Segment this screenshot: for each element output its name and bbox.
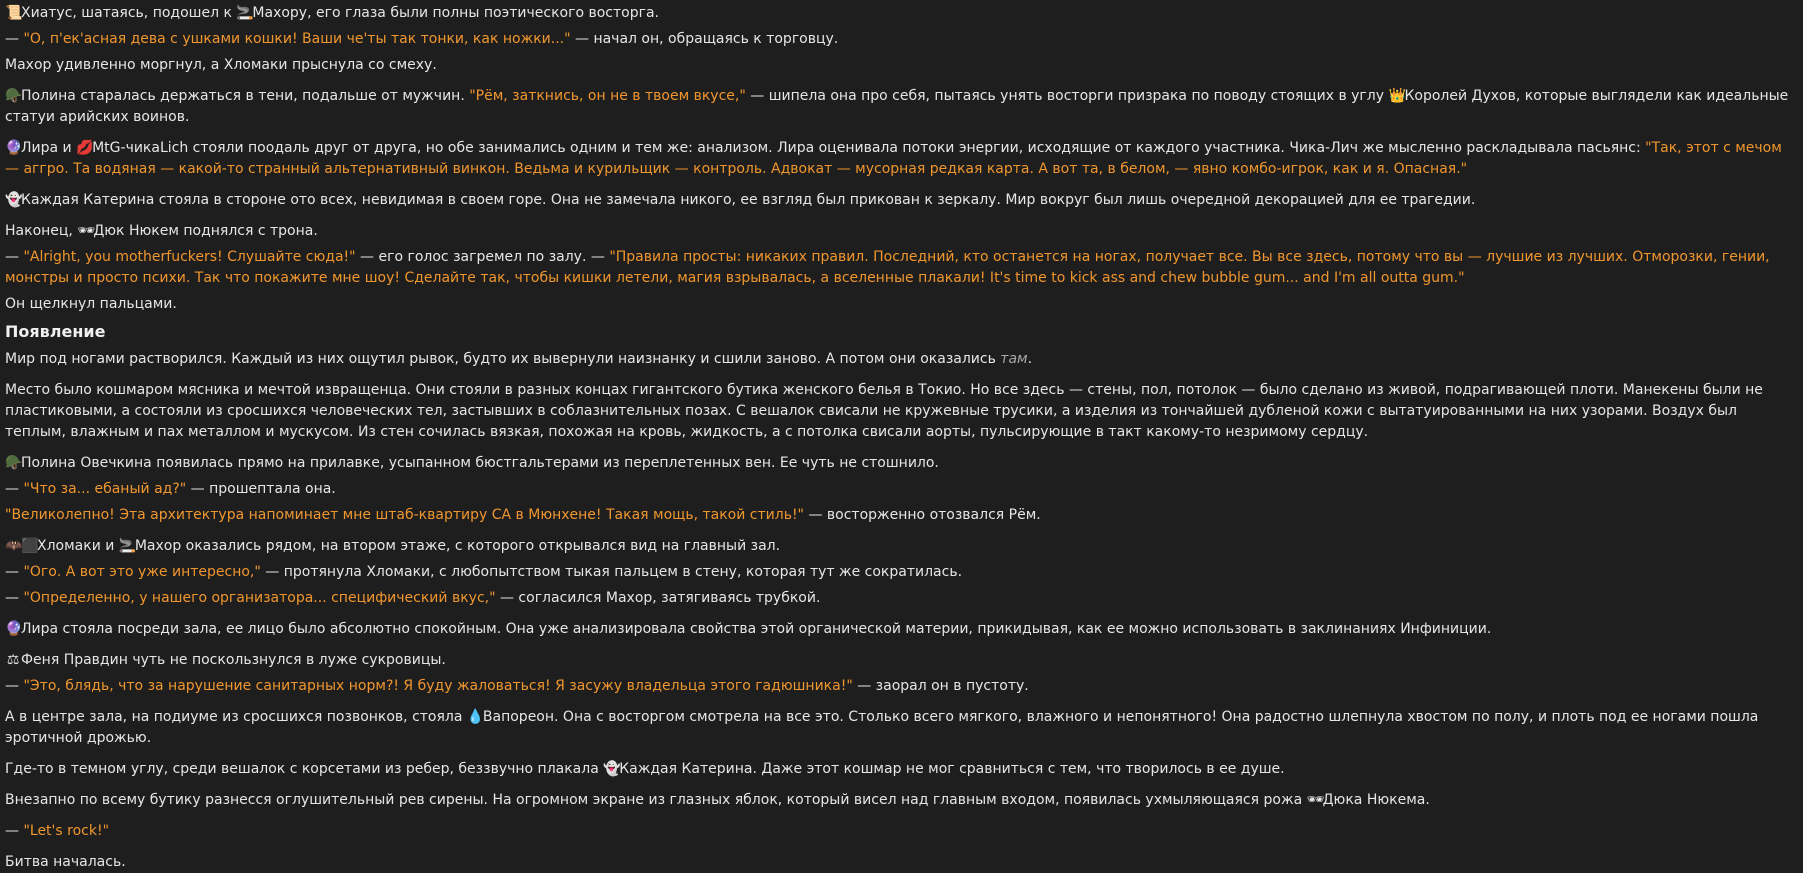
text: Хломаки и bbox=[37, 538, 119, 554]
text: Махору, его глаза были полны поэтического восторга. bbox=[252, 5, 659, 21]
dialogue-line bbox=[5, 29, 1798, 50]
text: — прошептала она. bbox=[186, 481, 336, 497]
ghost-icon: 👻 bbox=[603, 761, 621, 777]
dialogue-line bbox=[5, 247, 1798, 289]
lips-icon: 💋 bbox=[76, 140, 94, 156]
paragraph bbox=[5, 790, 1798, 811]
text: — протянула Хломаки, с любопытством тыкая пальцем в стену, которая тут же сократилась. bbox=[260, 564, 963, 580]
paragraph: Место было кошмаром мясника и мечтой извращенца. Они стояли в разных концах гигантского бутика женского белья в Токио. Но все здесь — стены, пол, потолок — было сделано из живой, подрагивающей плоти. Манекены были не пластиковыми, а состояли из сросшихся человеческих тел, застывших в соблазнительных позах. С вешалок свисали не кружевные трусики, а изделия из тончайшей дубленой кожи с вытатуированными на них узорами. Воздух был теплым, влажным и пах металлом и мускусом. Из стен сочилась вязкая, похожая на кровь, жидкость, а с потолка свисали аорты, пульсирующие в такт какому-то незримому сердцу. bbox=[5, 382, 1763, 440]
pipe-icon: 🚬 bbox=[236, 5, 254, 21]
pipe-icon: 🚬 bbox=[118, 538, 137, 554]
dash: — bbox=[5, 249, 24, 265]
helmet-icon: 🪖 bbox=[5, 88, 23, 104]
quote: "Это, блядь, что за нарушение санитарных норм?! Я буду жаловаться! Я засужу владельца этого гадюшника!" bbox=[23, 678, 853, 694]
paragraph bbox=[5, 536, 1798, 557]
dialogue-line bbox=[5, 562, 1798, 583]
text: . bbox=[1027, 351, 1033, 367]
glasses-icon: 🕶 bbox=[77, 223, 96, 239]
text: — восторженно отозвался Рём. bbox=[804, 507, 1041, 523]
text: Лира и bbox=[21, 140, 77, 156]
paragraph bbox=[5, 707, 1798, 749]
text: Мир под ногами растворился. Каждый из них ощутил рывок, будто их вывернули наизнанку и сшили заново. А потом они оказались bbox=[5, 351, 1001, 367]
text: Где-то в темном углу, среди вешалок с корсетами из ребер, беззвучно плакала bbox=[5, 761, 604, 777]
orb-icon: 🔮 bbox=[5, 621, 23, 637]
text: Полина Овечкина появилась прямо на прилавке, усыпанном бюстгальтерами из переплетенных вен. Ее чуть не стошнило. bbox=[21, 455, 939, 471]
dialogue-line bbox=[5, 676, 1798, 697]
text: Королей Духов, которые выглядели как идеальные статуи арийских воинов. bbox=[5, 88, 1789, 125]
paragraph: Махор удивленно моргнул, а Хломаки прыснула со смеху. bbox=[5, 57, 437, 73]
text: — заорал он в пустоту. bbox=[852, 678, 1029, 694]
quote: "Let's rock!" bbox=[23, 823, 110, 839]
quote: "Определенно, у нашего организатора... специфический вкус," bbox=[23, 590, 496, 606]
square-icon: ⬛ bbox=[21, 538, 39, 554]
quote: "Так, этот с мечом — аггро. Та водяная — какой-то странный альтернативный винкон. Ведьма и курильщик — контроль. Адвокат — мусорная редкая карта. А вот та, в белом, — явно комбо-игрок, как и я. Опасная." bbox=[5, 140, 1782, 177]
text: — его голос загремел по залу. — bbox=[355, 249, 610, 265]
text: Наконец, bbox=[5, 223, 78, 239]
text: Каждая Катерина стояла в стороне ото всех, невидимая в своем горе. Она не замечала никого, ее взгляд был прикован к зеркалу. Мир вокруг был лишь очередной декорацией для ее трагедии. bbox=[21, 192, 1476, 208]
ghost-icon: 👻 bbox=[5, 192, 23, 208]
dialogue-line bbox=[5, 505, 1798, 526]
text: Полина старалась держаться в тени, подальше от мужчин. bbox=[21, 88, 470, 104]
quote: "Рём, заткнись, он не в твоем вкусе," bbox=[469, 88, 746, 104]
text: Дюка Нюкема. bbox=[1322, 792, 1430, 808]
scales-icon: ⚖ bbox=[6, 652, 20, 668]
quote: "Правила просты: никаких правил. Последний, кто останется на ногах, получает все. Вы все здесь, потому что вы — лучшие из лучших. Отморозки, гении, монстры и просто психи. Так что покажите мне шоу! Сделайте так, чтобы кишки летели, магия взрывалась, а вселенные плакали! It's time to kick ass and chew bubble gum... and I'm all outta gum." bbox=[5, 249, 1770, 286]
bat-icon: 🦇 bbox=[5, 538, 23, 554]
text: Вапореон. Она с восторгом смотрела на все это. Столько всего мягкого, влажного и непонятного! Она радостно шлепнула хвостом по полу, и плоть под ее ногами пошла эротичной дрожью. bbox=[5, 709, 1759, 746]
quote: "Ого. А вот это уже интересно," bbox=[23, 564, 261, 580]
glasses-icon: 🕶 bbox=[1306, 792, 1325, 808]
dash: — bbox=[5, 823, 24, 839]
text: Внезапно по всему бутику разнесся оглушительный рев сирены. На огромном экране из глазных яблок, который висел над главным входом, появилась ухмыляющаяся рожа bbox=[5, 792, 1307, 808]
crown-icon: 👑 bbox=[1388, 88, 1406, 104]
dash: — bbox=[5, 481, 24, 497]
paragraph bbox=[5, 650, 1798, 671]
dialogue-line bbox=[5, 479, 1798, 500]
paragraph: Он щелкнул пальцами. bbox=[5, 296, 177, 312]
quote: "Alright, you motherfuckers! Слушайте сюда!" bbox=[23, 249, 356, 265]
orb-icon: 🔮 bbox=[5, 140, 23, 156]
dash: — bbox=[5, 31, 24, 47]
paragraph bbox=[5, 190, 1798, 211]
paragraph bbox=[5, 138, 1798, 180]
drop-icon: 💧 bbox=[466, 709, 485, 725]
section-heading: Появление bbox=[5, 322, 106, 341]
text: Хиатус, шатаясь, подошел к bbox=[21, 5, 237, 21]
dash: — bbox=[5, 590, 24, 606]
text: Лира стояла посреди зала, ее лицо было абсолютно спокойным. Она уже анализировала свойства этой органической материи, прикидывая, как ее можно использовать в заклинаниях Инфиниции. bbox=[21, 621, 1492, 637]
dialogue-line bbox=[5, 821, 1798, 842]
paragraph bbox=[5, 759, 1798, 780]
paragraph bbox=[5, 349, 1798, 370]
quote: "О, п'ек'асная дева с ушками кошки! Ваши че'ты так тонки, как ножки..." bbox=[23, 31, 571, 47]
paragraph: Битва началась. bbox=[5, 854, 126, 870]
text: MtG-чикаLich стояли поодаль друг от друга, но обе занимались одним и тем же: анализом. Лира оценивала потоки энергии, исходящие от каждого участника. Чика-Лич же мысленно раскладывала пасьянс: bbox=[92, 140, 1646, 156]
quote: "Что за... ебаный ад?" bbox=[23, 481, 187, 497]
emphasis: там bbox=[1000, 351, 1028, 367]
scroll-icon: 📜 bbox=[5, 5, 23, 21]
text: Дюк Нюкем поднялся с трона. bbox=[93, 223, 318, 239]
paragraph bbox=[5, 619, 1798, 640]
text: А в центре зала, на подиуме из сросшихся позвонков, стояла bbox=[5, 709, 467, 725]
text: Феня Правдин чуть не поскользнулся в луже сукровицы. bbox=[21, 652, 446, 668]
text: — начал он, обращаясь к торговцу. bbox=[570, 31, 839, 47]
dash: — bbox=[5, 678, 24, 694]
paragraph bbox=[5, 86, 1798, 128]
helmet-icon: 🪖 bbox=[5, 455, 23, 471]
text: — шипела она про себя, пытаясь унять восторги призрака по поводу стоящих в углу bbox=[745, 88, 1389, 104]
paragraph bbox=[5, 453, 1798, 474]
text: Махор оказались рядом, на втором этаже, с которого открывался вид на главный зал. bbox=[134, 538, 781, 554]
dialogue-line bbox=[5, 588, 1798, 609]
dash: — bbox=[5, 564, 24, 580]
text: — согласился Махор, затягиваясь трубкой. bbox=[495, 590, 821, 606]
quote: "Великолепно! Эта архитектура напоминает мне штаб-квартиру СА в Мюнхене! Такая мощь, такой стиль!" bbox=[5, 507, 804, 523]
text: Каждая Катерина. Даже этот кошмар не мог сравниться с тем, что творилось в ее душе. bbox=[619, 761, 1285, 777]
paragraph bbox=[5, 221, 1798, 242]
paragraph bbox=[5, 3, 1798, 24]
